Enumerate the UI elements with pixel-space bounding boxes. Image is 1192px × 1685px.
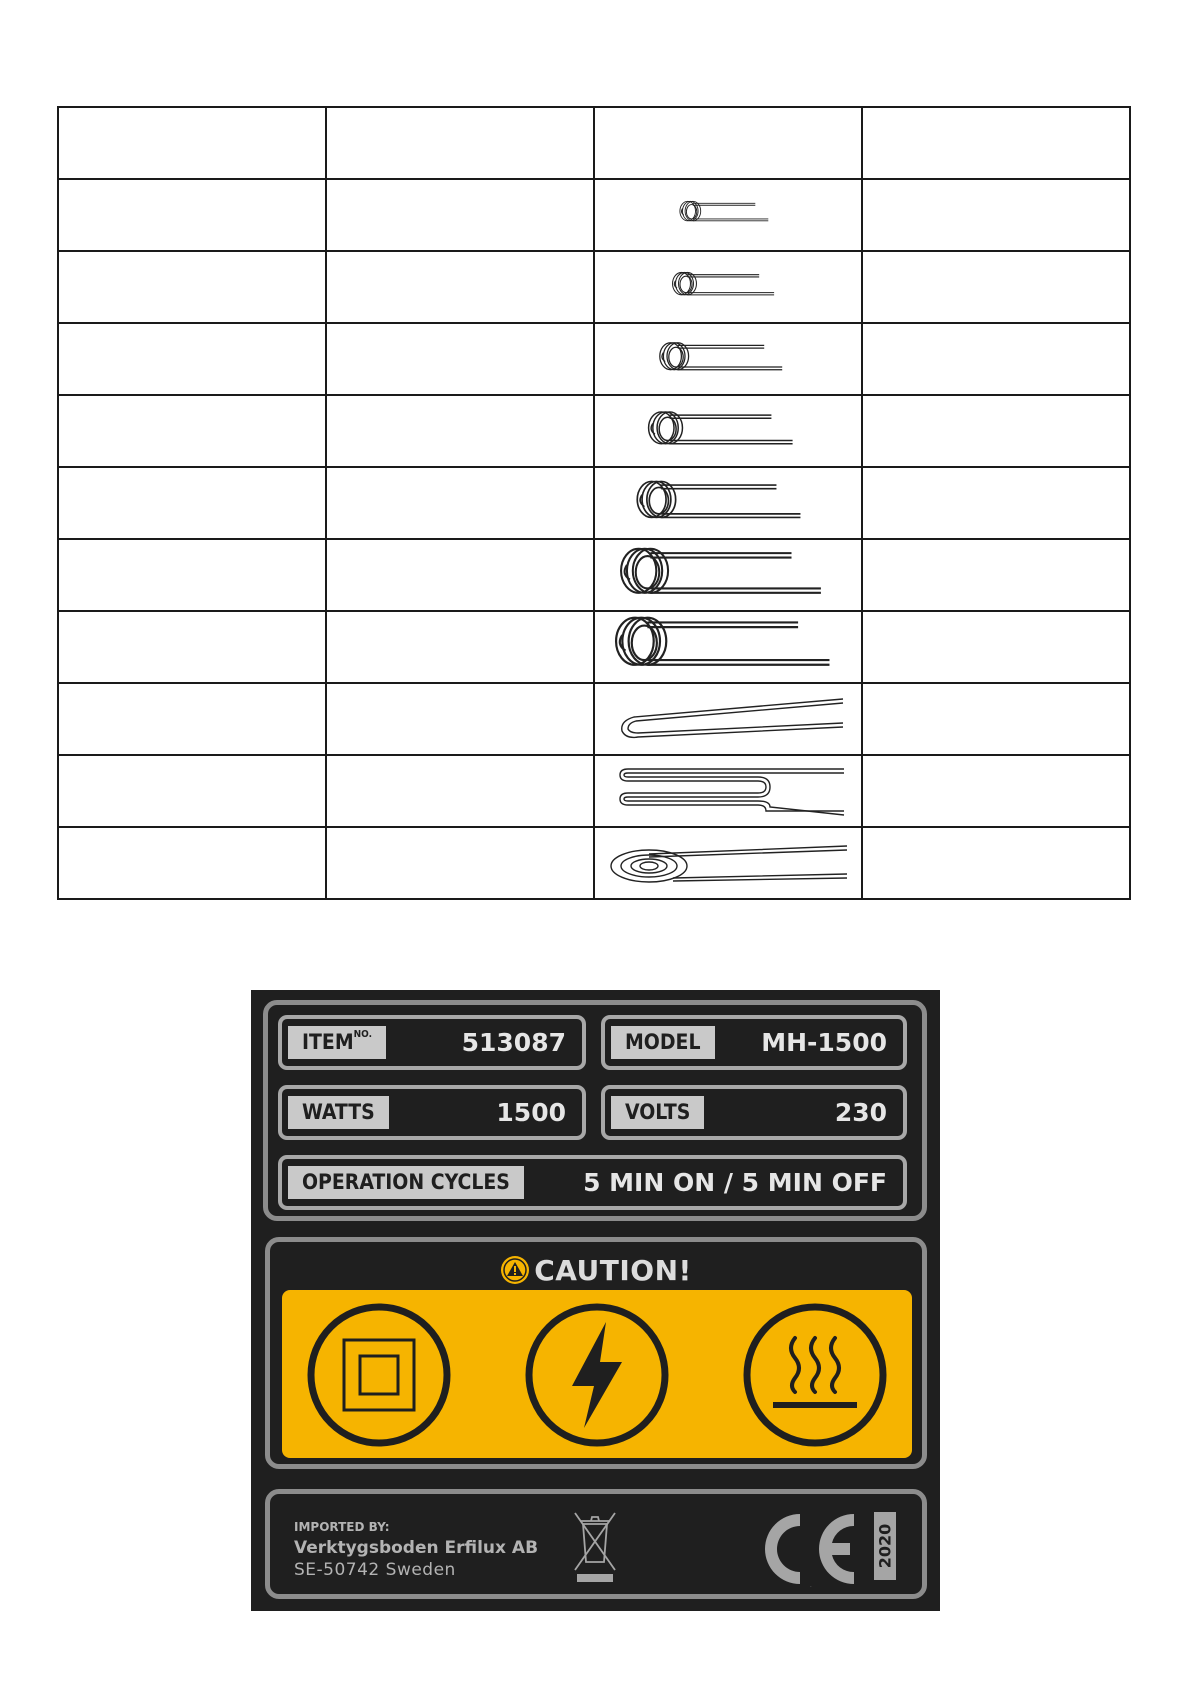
table-row bbox=[58, 611, 1130, 683]
warning-triangle-icon bbox=[500, 1255, 530, 1285]
operation-cycles-field bbox=[278, 1155, 907, 1210]
svg-text:CE: CE bbox=[810, 1587, 812, 1588]
coil-4-turn-icon bbox=[613, 542, 843, 608]
coil-3-turn-icon bbox=[663, 193, 793, 237]
coil-3-turn-icon bbox=[648, 334, 808, 384]
weee-bin-icon bbox=[572, 1510, 618, 1584]
table-row bbox=[58, 539, 1130, 611]
caution-panel bbox=[265, 1237, 927, 1469]
electric-shock-icon bbox=[522, 1300, 672, 1450]
table-row bbox=[58, 467, 1130, 539]
hot-surface-icon bbox=[740, 1300, 890, 1450]
model-value: MH-1500 bbox=[761, 1028, 887, 1057]
coil-4-turn-icon bbox=[608, 613, 848, 681]
table-row bbox=[58, 683, 1130, 755]
year-badge: 2020 bbox=[874, 1512, 896, 1580]
volts-value: 230 bbox=[834, 1098, 887, 1127]
model-field bbox=[601, 1015, 907, 1070]
importer-address: SE-50742 Sweden bbox=[294, 1560, 456, 1580]
table-row bbox=[58, 179, 1130, 251]
table-row bbox=[58, 251, 1130, 323]
rating-plate bbox=[251, 990, 940, 1611]
ce-mark-icon bbox=[760, 1510, 860, 1588]
table-row bbox=[58, 395, 1130, 467]
table-row bbox=[58, 827, 1130, 899]
caution-symbols bbox=[282, 1290, 912, 1458]
imported-by-label: IMPORTED BY: bbox=[294, 1520, 390, 1534]
model-label: MODEL bbox=[611, 1026, 715, 1059]
watts-value: 1500 bbox=[496, 1098, 566, 1127]
spiral-flat-coil-icon bbox=[603, 834, 853, 892]
coil-4-turn-icon bbox=[628, 473, 828, 533]
watts-field bbox=[278, 1085, 586, 1140]
item-number-field bbox=[278, 1015, 586, 1070]
item-number-value: 513087 bbox=[461, 1028, 566, 1057]
coil-table bbox=[57, 106, 1131, 900]
spec-panel bbox=[263, 1000, 927, 1221]
operation-cycles-label: OPERATION CYCLES bbox=[288, 1166, 524, 1199]
table-row bbox=[58, 107, 1130, 179]
coil-3-turn-icon bbox=[658, 264, 798, 310]
item-number-label: $ITEM^{NO.}$ bbox=[288, 1026, 386, 1059]
table-row bbox=[58, 755, 1130, 827]
double-insulation-icon bbox=[304, 1300, 454, 1450]
caution-heading: CAUTION! bbox=[270, 1254, 922, 1287]
importer-panel bbox=[265, 1489, 927, 1599]
watts-label: WATTS bbox=[288, 1096, 389, 1129]
coil-4-turn-icon bbox=[638, 403, 818, 459]
volts-field bbox=[601, 1085, 907, 1140]
operation-cycles-value: 5 MIN ON / 5 MIN OFF bbox=[583, 1168, 887, 1197]
u-loop-coil-icon bbox=[608, 691, 848, 747]
volts-label: VOLTS bbox=[611, 1096, 704, 1129]
table-row bbox=[58, 323, 1130, 395]
importer-name: Verktygsboden Erfilux AB bbox=[294, 1538, 539, 1558]
pancake-fold-coil-icon bbox=[608, 761, 848, 821]
